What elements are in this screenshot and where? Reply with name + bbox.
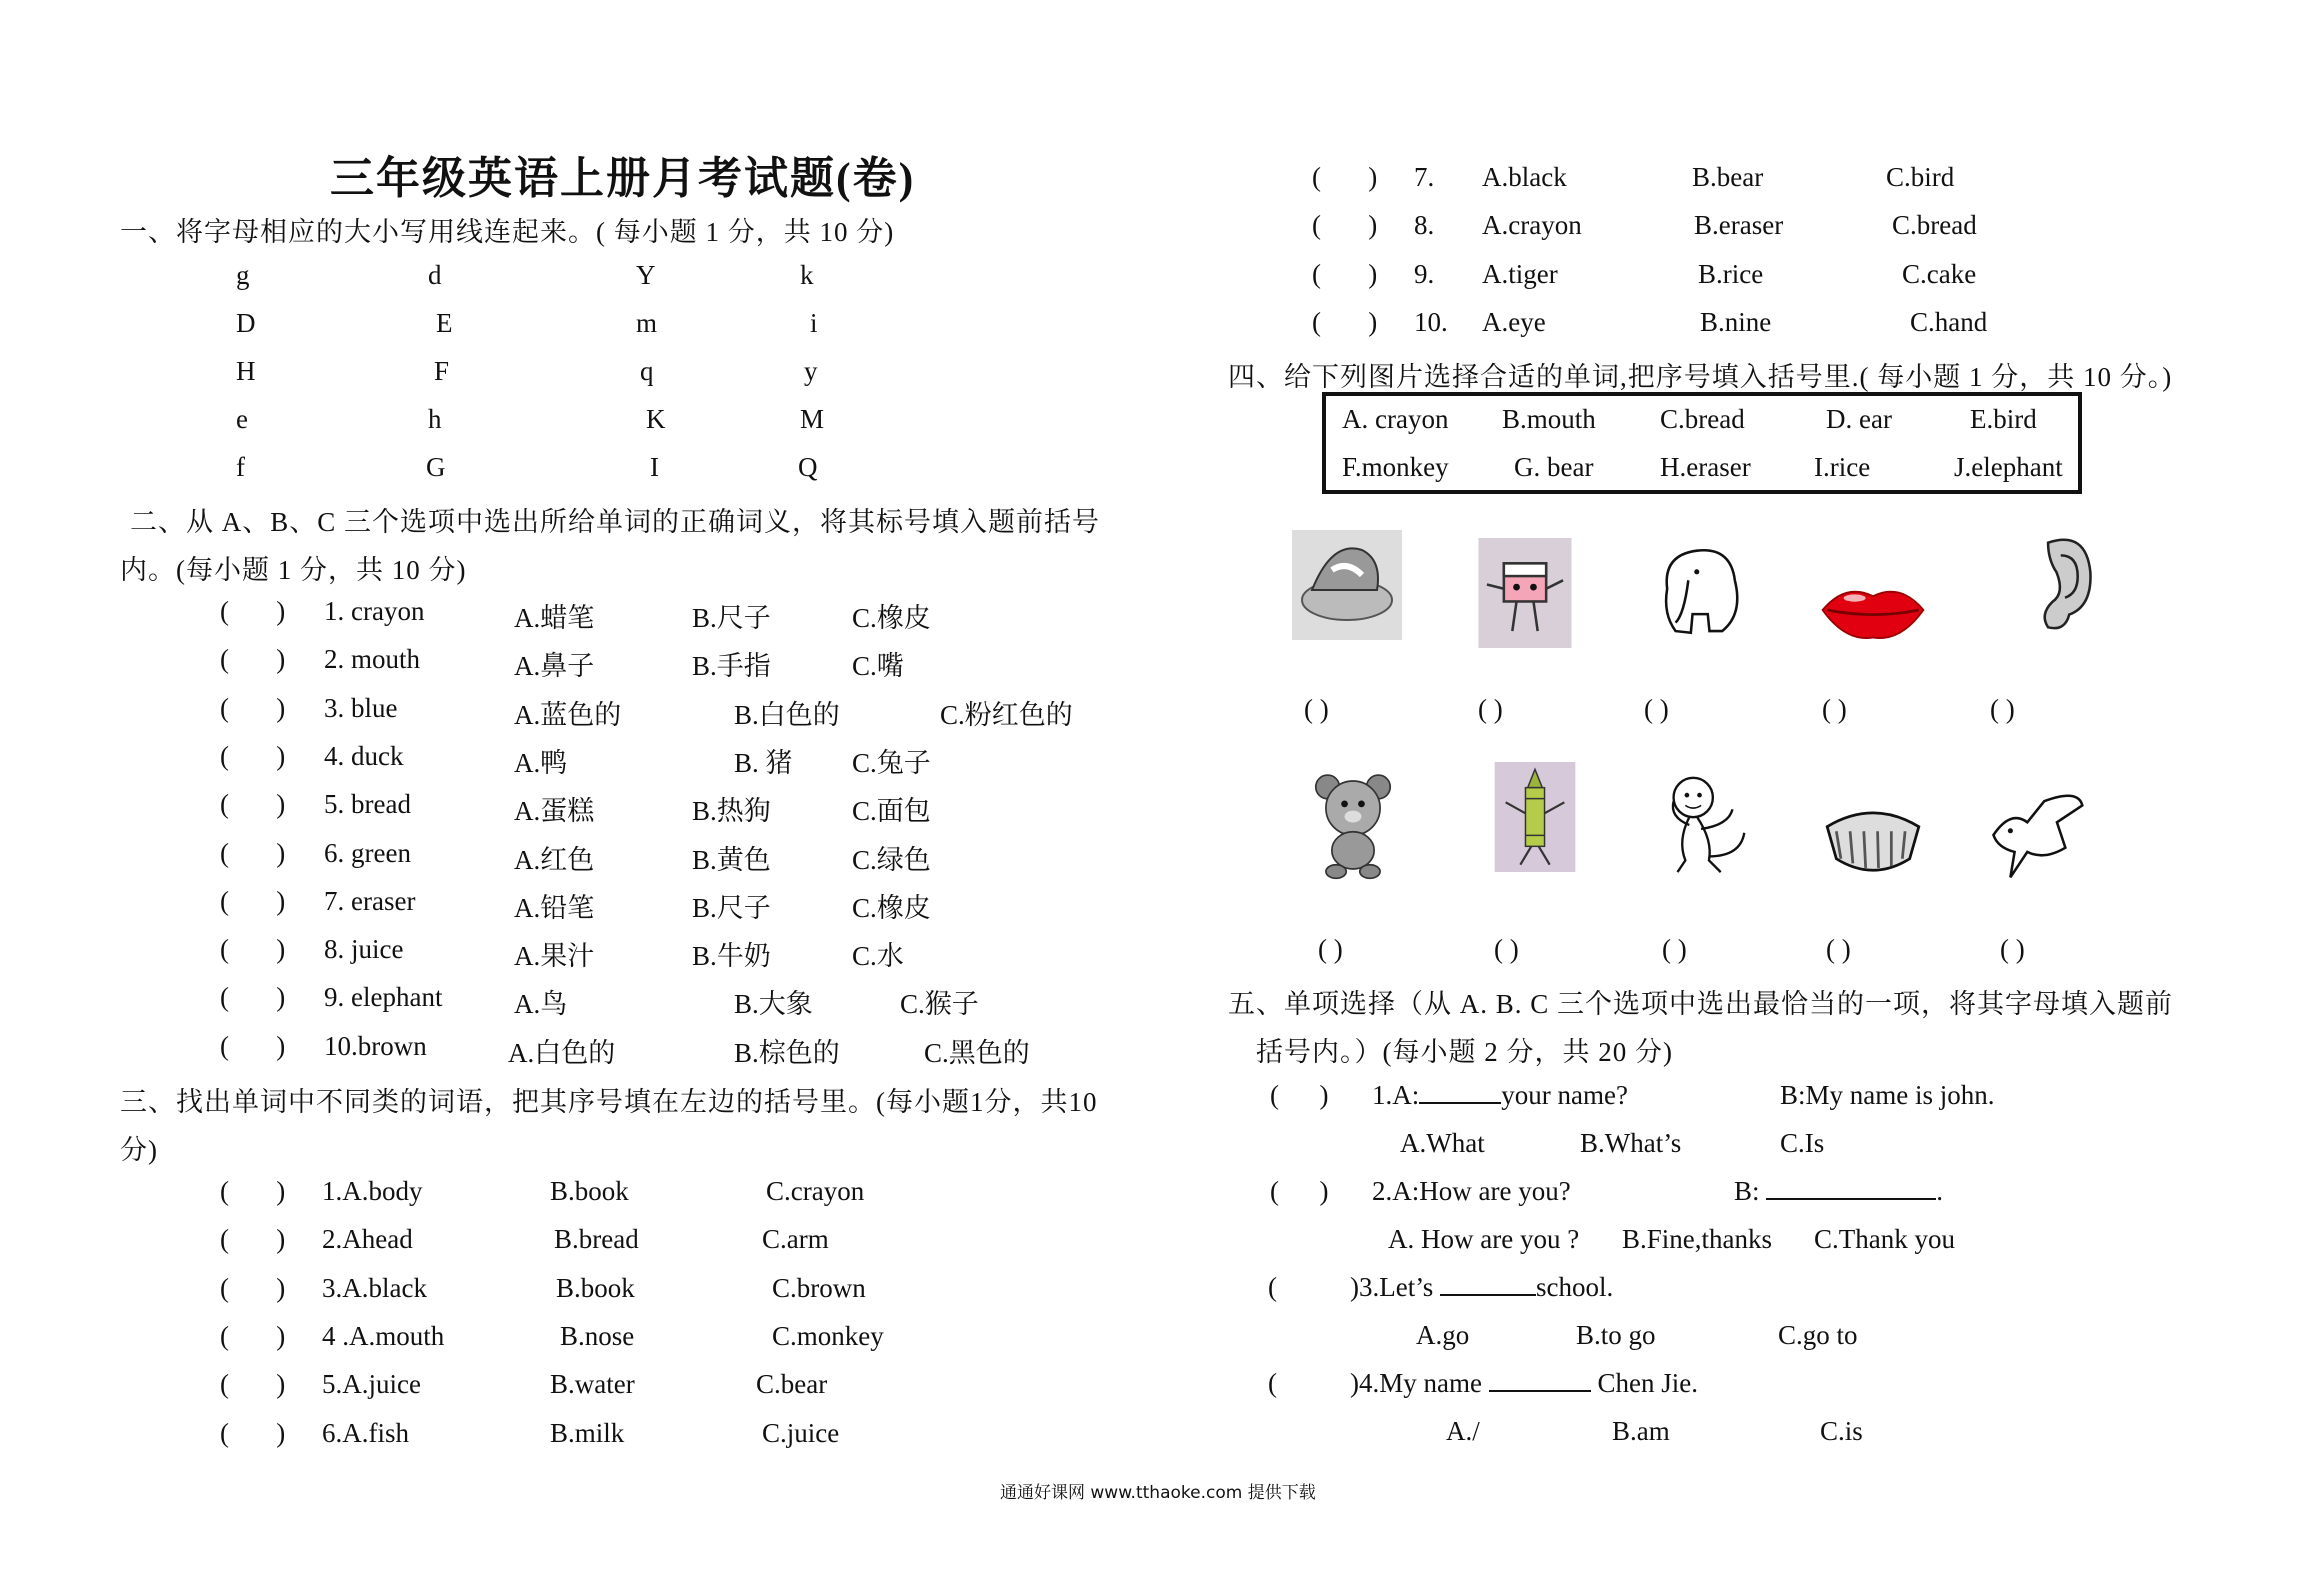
q5-1-q2: your name?	[1501, 1080, 1628, 1110]
q2-7-paren: ( )	[220, 885, 286, 916]
q3-3-option-a: 3.A.black	[322, 1272, 427, 1303]
q5-4-option-c: C.is	[1820, 1416, 1863, 1446]
word-option-6: F.monkey	[1342, 452, 1449, 482]
q5-4-blank	[1489, 1368, 1591, 1392]
q2-9-paren: ( )	[220, 982, 286, 1013]
q5-3-option-b: B.to go	[1576, 1320, 1656, 1350]
q3-2-paren: ( )	[220, 1224, 286, 1255]
letter-r4-c4: M	[800, 404, 825, 434]
word-option-4: D. ear	[1826, 404, 1892, 434]
q2-5-option-c: C.面包	[852, 796, 931, 827]
word-option-5: E.bird	[1970, 404, 2037, 434]
q2-1-option-b: B.尺子	[692, 603, 771, 633]
q3-2-option-a: 2.Ahead	[322, 1224, 413, 1255]
q3-10-paren: ( )	[1312, 306, 1378, 337]
section-2-heading-line2: 内。(每小题 1 分，共 10 分)	[120, 555, 467, 585]
q2-10-paren: ( )	[220, 1030, 286, 1061]
q2-3-paren: ( )	[220, 692, 286, 723]
q3-10-option-b: B.nine	[1700, 306, 1772, 337]
q2-3-word: 3. blue	[324, 692, 398, 723]
bread-picture	[1292, 530, 1402, 640]
q3-10-number: 10.	[1414, 306, 1448, 337]
q2-9-option-a: A.鸟	[514, 989, 568, 1020]
word-option-2: B.mouth	[1502, 404, 1596, 434]
q2-7-option-c: C.橡皮	[852, 892, 931, 923]
picture-paren-2: ( )	[1478, 694, 1503, 724]
q3-3-option-c: C.brown	[772, 1272, 866, 1303]
q2-6-option-a: A.红色	[514, 844, 595, 875]
elephant-picture	[1646, 538, 1756, 648]
q3-3-paren: ( )	[220, 1272, 286, 1303]
footer-text: 通通好课网 www.tthaoke.com 提供下载	[1000, 1483, 1316, 1503]
q2-7-option-a: A.铅笔	[514, 892, 595, 923]
q5-1-question	[1372, 1080, 1628, 1111]
q5-4-option-a: A./	[1446, 1416, 1480, 1446]
q2-6-word: 6. green	[324, 837, 411, 868]
q2-4-option-a: A.鸭	[514, 747, 568, 778]
q5-1-q1: 1.A:	[1372, 1080, 1420, 1110]
q2-5-word: 5. bread	[324, 789, 411, 820]
word-option-9: I.rice	[1814, 452, 1871, 482]
q3-3-option-b: B.book	[556, 1272, 635, 1303]
q2-10-option-c: C.黑色的	[924, 1037, 1030, 1068]
q2-9-word: 9. elephant	[324, 982, 443, 1013]
letter-r4-c2: h	[428, 404, 442, 434]
q3-7-paren: ( )	[1312, 162, 1378, 192]
letter-r1-c4: k	[800, 260, 814, 290]
section-1-heading: 一、将字母相应的大小写用线连起来。( 每小题 1 分，共 10 分)	[120, 217, 895, 247]
eraser-picture	[1470, 538, 1580, 648]
q5-4-q2: Chen Jie.	[1597, 1368, 1698, 1398]
section-3-heading-line1: 三、找出单词中不同类的词语，把其序号填在左边的括号里。(每小题1分，共10	[120, 1087, 1098, 1117]
letter-r4-c1: e	[236, 404, 248, 434]
q2-2-paren: ( )	[220, 644, 286, 675]
section-2-heading-line1: 二、从 A、B、C 三个选项中选出所给单词的正确词义，将其标号填入题前括号	[130, 507, 1101, 537]
q5-1-option-a: A.What	[1400, 1128, 1485, 1158]
q2-4-paren: ( )	[220, 740, 286, 771]
q2-1-paren: ( )	[220, 596, 286, 626]
page-title: 三年级英语上册月考试题(卷)	[330, 154, 916, 203]
word-option-8: H.eraser	[1660, 452, 1751, 482]
word-option-1: A. crayon	[1342, 404, 1449, 434]
letter-r3-c1: H	[236, 356, 256, 386]
q3-8-option-b: B.eraser	[1694, 210, 1784, 241]
q3-9-option-c: C.cake	[1902, 258, 1977, 289]
q2-4-word: 4. duck	[324, 740, 404, 771]
q3-4-option-b: B.nose	[560, 1320, 635, 1351]
q3-4-paren: ( )	[220, 1320, 286, 1351]
q2-6-option-c: C.绿色	[852, 844, 931, 875]
letter-r5-c1: f	[236, 452, 245, 482]
q3-5-option-a: 5.A.juice	[322, 1369, 421, 1400]
bird-picture	[1985, 780, 2095, 890]
letter-r3-c3: q	[640, 356, 654, 386]
q2-1-option-c: C.橡皮	[852, 603, 931, 633]
q3-4-option-a: 4 .A.mouth	[322, 1320, 445, 1351]
q5-2-option-a: A. How are you ?	[1388, 1224, 1580, 1254]
letter-r4-c3: K	[646, 404, 666, 434]
letter-r1-c3: Y	[636, 260, 656, 290]
mouth-picture	[1818, 555, 1928, 665]
q5-4-question	[1350, 1368, 1698, 1399]
q2-2-option-a: A.鼻子	[514, 651, 595, 682]
q2-8-option-c: C.水	[852, 941, 904, 972]
q3-1-option-a: 1.A.body	[322, 1176, 423, 1206]
q2-5-option-a: A.蛋糕	[514, 796, 595, 827]
q2-7-word: 7. eraser	[324, 885, 416, 916]
q2-6-paren: ( )	[220, 837, 286, 868]
q3-8-paren: ( )	[1312, 210, 1378, 241]
q2-9-option-c: C.猴子	[900, 989, 979, 1020]
q5-4-paren: (	[1268, 1368, 1277, 1398]
q3-2-option-b: B.bread	[554, 1224, 639, 1255]
section-3-heading-line2: 分)	[120, 1135, 158, 1165]
word-option-3: C.bread	[1660, 404, 1745, 434]
word-option-7: G. bear	[1514, 452, 1594, 482]
picture-paren-5: ( )	[1990, 694, 2015, 724]
q5-2-paren: ( )	[1270, 1176, 1329, 1206]
monkey-picture	[1650, 770, 1760, 880]
letter-r2-c2: E	[436, 308, 453, 338]
q5-2-option-b: B.Fine,thanks	[1622, 1224, 1773, 1254]
q3-1-paren: ( )	[220, 1176, 286, 1206]
q3-5-option-c: C.bear	[756, 1369, 828, 1400]
section-5-heading-line2: 括号内。）(每小题 2 分，共 20 分)	[1256, 1037, 1673, 1067]
q2-3-option-a: A.蓝色的	[514, 699, 622, 730]
q2-5-option-b: B.热狗	[692, 796, 771, 827]
q2-8-paren: ( )	[220, 934, 286, 965]
rice-picture	[1818, 790, 1928, 900]
letter-r2-c1: D	[236, 308, 256, 338]
q5-2-option-c: C.Thank you	[1814, 1224, 1955, 1254]
q2-2-option-c: C.嘴	[852, 651, 904, 682]
section-4-heading: 四、给下列图片选择合适的单词,把序号填入括号里.( 每小题 1 分，共 10 分。)	[1228, 362, 2173, 392]
q3-6-paren: ( )	[220, 1417, 286, 1448]
q3-8-option-c: C.bread	[1892, 210, 1977, 241]
q5-1-blank	[1419, 1080, 1501, 1104]
q3-9-option-b: B.rice	[1698, 258, 1764, 289]
q3-9-option-a: A.tiger	[1482, 258, 1558, 289]
q3-10-option-c: C.hand	[1910, 306, 1988, 337]
bear-picture	[1298, 770, 1408, 880]
q2-2-word: 2. mouth	[324, 644, 421, 675]
q2-8-word: 8. juice	[324, 934, 404, 965]
word-option-10: J.elephant	[1954, 452, 2063, 482]
q5-2-r2: .	[1936, 1176, 1944, 1206]
q3-10-option-a: A.eye	[1482, 306, 1546, 337]
crayon-picture	[1480, 762, 1590, 872]
q2-2-option-b: B.手指	[692, 651, 771, 682]
letter-r2-c3: m	[636, 308, 658, 338]
q2-4-option-c: C.兔子	[852, 747, 931, 778]
letter-r5-c3: I	[650, 452, 659, 482]
letter-r5-c2: G	[426, 452, 446, 482]
q5-1-paren: ( )	[1270, 1080, 1329, 1110]
q3-7-number: 7.	[1414, 162, 1435, 192]
q3-4-option-c: C.monkey	[772, 1320, 884, 1351]
q3-6-option-c: C.juice	[762, 1417, 840, 1448]
q3-8-option-a: A.crayon	[1482, 210, 1582, 241]
q2-5-paren: ( )	[220, 789, 286, 820]
q5-4-q1: )4.My name	[1350, 1368, 1482, 1398]
q3-9-paren: ( )	[1312, 258, 1378, 289]
letter-r2-c4: i	[810, 308, 818, 338]
q5-3-question	[1350, 1272, 1613, 1303]
section-5-heading-line1: 五、单项选择（从 A. B. C 三个选项中选出最恰当的一项，将其字母填入题前	[1228, 989, 2174, 1019]
picture-paren-7: ( )	[1494, 934, 1519, 964]
q3-2-option-c: C.arm	[762, 1224, 829, 1255]
picture-paren-10: ( )	[2000, 934, 2025, 964]
q2-7-option-b: B.尺子	[692, 892, 771, 923]
q3-6-option-b: B.milk	[550, 1417, 625, 1448]
q3-7-option-a: A.black	[1482, 162, 1567, 192]
q5-3-paren: (	[1268, 1272, 1277, 1302]
q2-6-option-b: B.黄色	[692, 844, 771, 875]
q3-1-option-c: C.crayon	[766, 1176, 865, 1206]
picture-paren-8: ( )	[1662, 934, 1687, 964]
q3-7-option-b: B.bear	[1692, 162, 1764, 192]
q5-1-option-c: C.Is	[1780, 1128, 1825, 1158]
picture-paren-6: ( )	[1318, 934, 1343, 964]
ear-picture	[2010, 530, 2120, 640]
q2-9-option-b: B.大象	[734, 989, 813, 1020]
q2-3-option-b: B.白色的	[734, 699, 840, 730]
q2-4-option-b: B. 猪	[734, 747, 793, 778]
q5-3-option-c: C.go to	[1778, 1320, 1858, 1350]
q5-3-blank	[1440, 1272, 1536, 1296]
q2-8-option-a: A.果汁	[514, 941, 595, 972]
q3-5-option-b: B.water	[550, 1369, 635, 1400]
letter-r5-c4: Q	[798, 452, 818, 482]
q5-3-q2: school.	[1535, 1272, 1614, 1302]
picture-paren-1: ( )	[1304, 694, 1329, 724]
letter-r1-c1: g	[236, 260, 250, 290]
q5-2-question: 2.A:How are you?	[1372, 1176, 1571, 1206]
picture-paren-9: ( )	[1826, 934, 1851, 964]
q3-7-option-c: C.bird	[1886, 162, 1955, 192]
q5-1-response: B:My name is john.	[1780, 1080, 1995, 1110]
picture-paren-3: ( )	[1644, 694, 1669, 724]
q3-8-number: 8.	[1414, 210, 1435, 241]
q2-1-word: 1. crayon	[324, 596, 425, 626]
letter-r3-c4: y	[804, 356, 818, 386]
q5-2-blank	[1766, 1176, 1936, 1200]
q5-3-q1: )3.Let’s	[1350, 1272, 1434, 1302]
q3-5-paren: ( )	[220, 1369, 286, 1400]
q2-10-option-b: B.棕色的	[734, 1037, 840, 1068]
q2-3-option-c: C.粉红色的	[940, 699, 1073, 730]
picture-paren-4: ( )	[1822, 694, 1847, 724]
q5-3-option-a: A.go	[1416, 1320, 1470, 1350]
q5-2-response	[1734, 1176, 1943, 1207]
letter-r1-c2: d	[428, 260, 442, 290]
q2-10-word: 10.brown	[324, 1030, 427, 1061]
q3-1-option-b: B.book	[550, 1176, 629, 1206]
q2-8-option-b: B.牛奶	[692, 941, 771, 972]
q2-10-option-a: A.白色的	[508, 1037, 616, 1068]
q5-2-r: B:	[1734, 1176, 1760, 1206]
letter-r3-c2: F	[434, 356, 450, 386]
q2-1-option-a: A.蜡笔	[514, 603, 595, 633]
q5-4-option-b: B.am	[1612, 1416, 1670, 1446]
q3-6-option-a: 6.A.fish	[322, 1417, 409, 1448]
q5-1-option-b: B.What’s	[1580, 1128, 1682, 1158]
q3-9-number: 9.	[1414, 258, 1435, 289]
